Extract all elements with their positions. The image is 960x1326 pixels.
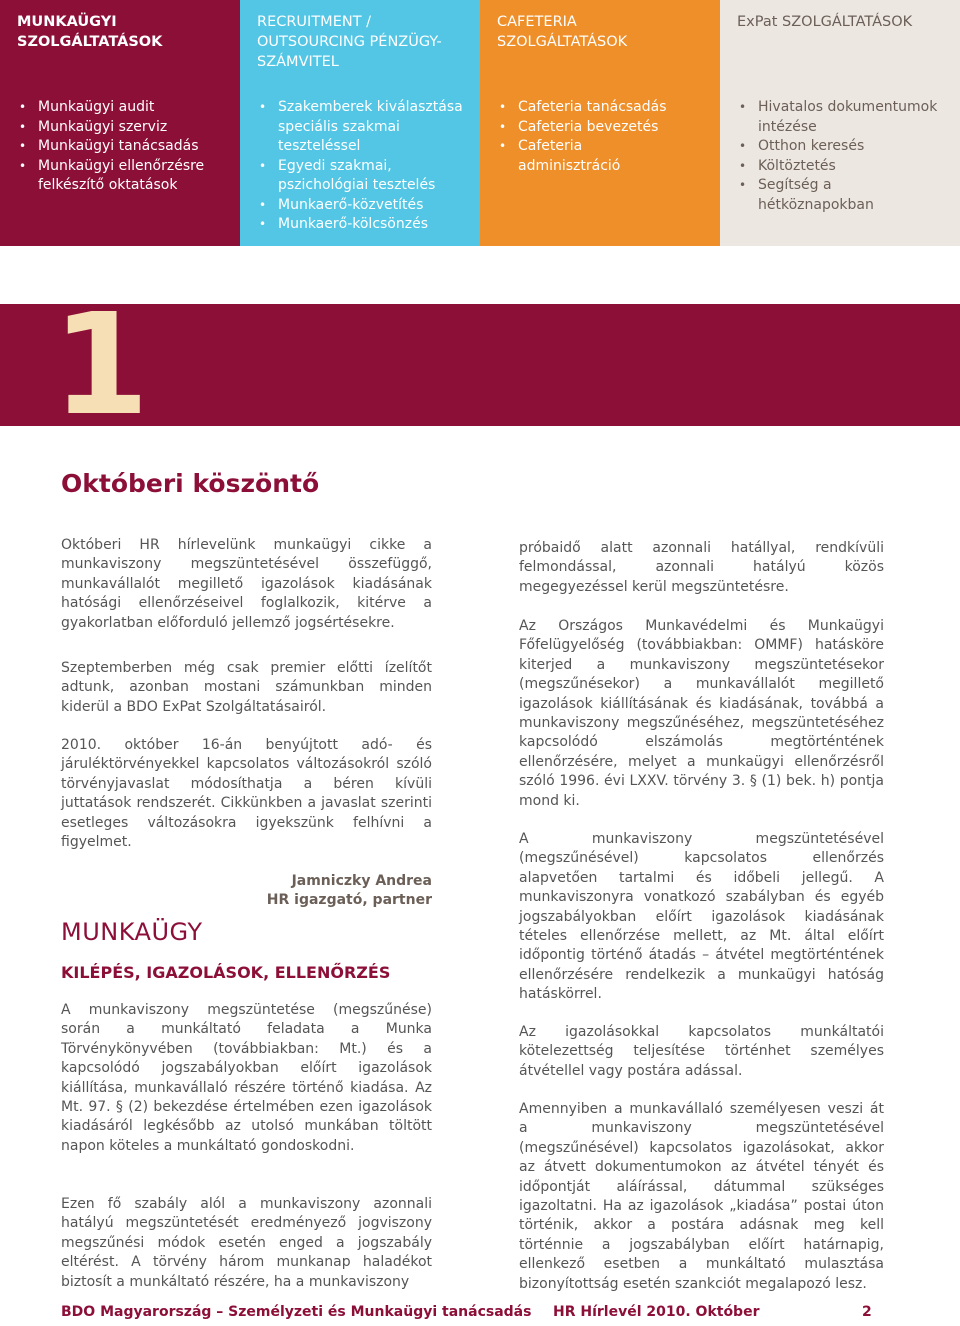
article-paragraph: Az igazolásokkal kapcsolatos munkáltatói kötelezettség teljesítése történhet személyes átvétellel vagy postára adással. [519, 1024, 884, 1079]
service-title: MUNKAÜGYI SZOLGÁLTATÁSOK [17, 14, 163, 50]
service-item: • Munkaügyi tanácsadás [17, 137, 228, 157]
service-list [737, 98, 948, 215]
service-item: • Munkaügyi audit [17, 98, 228, 118]
service-list [17, 98, 228, 196]
issue-number: 1 [52, 284, 150, 447]
section-heading: MUNKAÜGY [61, 918, 203, 946]
service-panel-cafeteria [480, 0, 720, 246]
service-item: • Egyedi szakmai, pszichológiai tesztelés [257, 157, 468, 196]
article-paragraph: Az Országos Munkavédelmi és Munkaügyi Főfelügyelőség (továbbiakban: OMMF) hatásköre kiterjed a munkaviszony megszüntetésekor (megszűnésekor) a munkavállalót megillető igazolások kiállításának és kiadásának, továbbá a munkaviszony megszűnéséhez, megszüntetéséhez kapcsolódó elszámolás megtörténtének ellenőrzésére, melyet a munkaügyi ellenőrzésről szóló 1996. évi LXXV. törvény 3. § (1) bek. h) pontja mond ki. [519, 618, 884, 809]
service-item: • Munkaügyi ellenőrzésre felkészítő oktatások [17, 157, 228, 196]
service-item: • Cafeteria bevezetés [497, 118, 708, 138]
service-item: • Munkaügyi szerviz [17, 118, 228, 138]
article-paragraph: próbaidő alatt azonnali hatállyal, rendkívüli felmondással, azonnali hatályú közös megegyezéssel kerül megszüntetésre. [519, 540, 884, 595]
service-panel-expat [720, 0, 960, 246]
article-paragraph: Ezen fő szabály alól a munkaviszony azonnali hatályú megszüntetését eredményező jogviszony megszűnési módok esetén enged a jogszabály eltérést. A törvény három munkanap haladékot biztosít a munkáltató részére, ha a munkaviszony [61, 1196, 432, 1290]
service-list [497, 98, 708, 176]
article-paragraph: A munkaviszony megszüntetésével (megszűnésével) kapcsolatos ellenőrzés alapvetően tartalmi és időbeli jellegű. A munkaviszonyra vonatkozó szabályban és egyéb jogszabályokban előírt igazolások kiadásának tételes ellenőrzése mellett, az Mt. által előírt időpontig történő átadás – átvétel megtörténtének ellenőrzésére rendelkezik a munkaügyi hatóság hatáskörrel. [519, 831, 884, 1003]
page-number: 2 [862, 1304, 872, 1320]
footer-company: BDO Magyarország – Személyzeti és Munkaügyi tanácsadás [61, 1304, 532, 1320]
issue-band [0, 284, 960, 447]
signature-title: HR igazgató, partner [266, 892, 432, 909]
service-title: ExPat SZOLGÁLTATÁSOK [737, 14, 913, 30]
article-subheading: KILÉPÉS, IGAZOLÁSOK, ELLENŐRZÉS [61, 963, 391, 982]
page-footer [0, 1302, 960, 1326]
intro-heading: Októberi köszöntő [61, 469, 320, 498]
service-item: • Munkaerő-közvetítés [257, 196, 468, 216]
signature [232, 872, 432, 911]
service-item: • Cafeteria tanácsadás [497, 98, 708, 118]
service-item: • Otthon keresés [737, 137, 948, 157]
services-header [0, 0, 960, 246]
intro-paragraph: Szeptemberben még csak premier előtti ízelítőt adtunk, azonban mostani számunkban minden kiderül a BDO ExPat Szolgáltatásairól. [61, 660, 432, 715]
intro-paragraph: 2010. október 16-án benyújtott adó- és járuléktörvényekkel kapcsolatos változásokról szóló törvényjavaslat módosíthatja a béren kívüli juttatások rendszerét. Cikkünkben a javaslat szerinti esetleges változásokra igyekszünk felhívni a figyelmet. [61, 737, 432, 851]
service-title: RECRUITMENT / OUTSOURCING PÉNZÜGY-SZÁMVITEL [257, 14, 442, 70]
service-title: CAFETERIA SZOLGÁLTATÁSOK [497, 14, 628, 50]
footer-newsletter: HR Hírlevél 2010. Október [553, 1304, 760, 1320]
service-item: • Szakemberek kiválasztása speciális szakmai teszteléssel [257, 98, 468, 157]
service-item: • Segítség a hétköznapokban [737, 176, 948, 215]
intro-paragraph: Októberi HR hírlevelünk munkaügyi cikke a munkaviszony megszüntetésével összefüggő, munkavállalót megillető igazolások kiadásának hatósági ellenőrzéseivel foglalkozik, kitérve a gyakorlatban előforduló jellemző jogsértésekre. [61, 537, 432, 631]
article-paragraph: Amennyiben a munkavállaló személyesen veszi át a munkaviszony megszüntetésével (megszűnésével) kapcsolatos igazolásokat, akkor az átvett dokumentumokon az átvétel tényét és időpontját aláírással, dátummal szükséges igazoltatni. Ha az igazolások „kiadása” postai úton történik, akkor a postára adásnak meg kell történnie a jogszabályban előírt határnapig, ellenkező esetben a munkáltató mulasztása bizonyítottság esetén szankciót megalapozó lesz. [519, 1101, 884, 1292]
service-panel-munkaugy [0, 0, 240, 246]
signature-name: Jamniczky Andrea [291, 873, 432, 889]
service-item: • Munkaerő-kölcsönzés [257, 215, 468, 235]
service-item: • Költöztetés [737, 157, 948, 177]
service-list [257, 98, 468, 235]
service-item: • Hivatalos dokumentumok intézése [737, 98, 948, 137]
article-paragraph: A munkaviszony megszüntetése (megszűnése) során a munkáltató feladata a Munka Törvénykönyvében (továbbiakban: Mt.) és a kapcsolódó jogszabályokban előírt igazolások kiállítása, munkavállaló részére történő kiadása. Az Mt. 97. § (2) bekezdése értelmében ezen igazolások kiadásáról legkésőbb az utolsó munkában töltött napon köteles a munkáltató gondoskodni. [61, 1002, 432, 1154]
service-panel-recruitment [240, 0, 480, 246]
service-item: • Cafeteria adminisztráció [497, 137, 708, 176]
